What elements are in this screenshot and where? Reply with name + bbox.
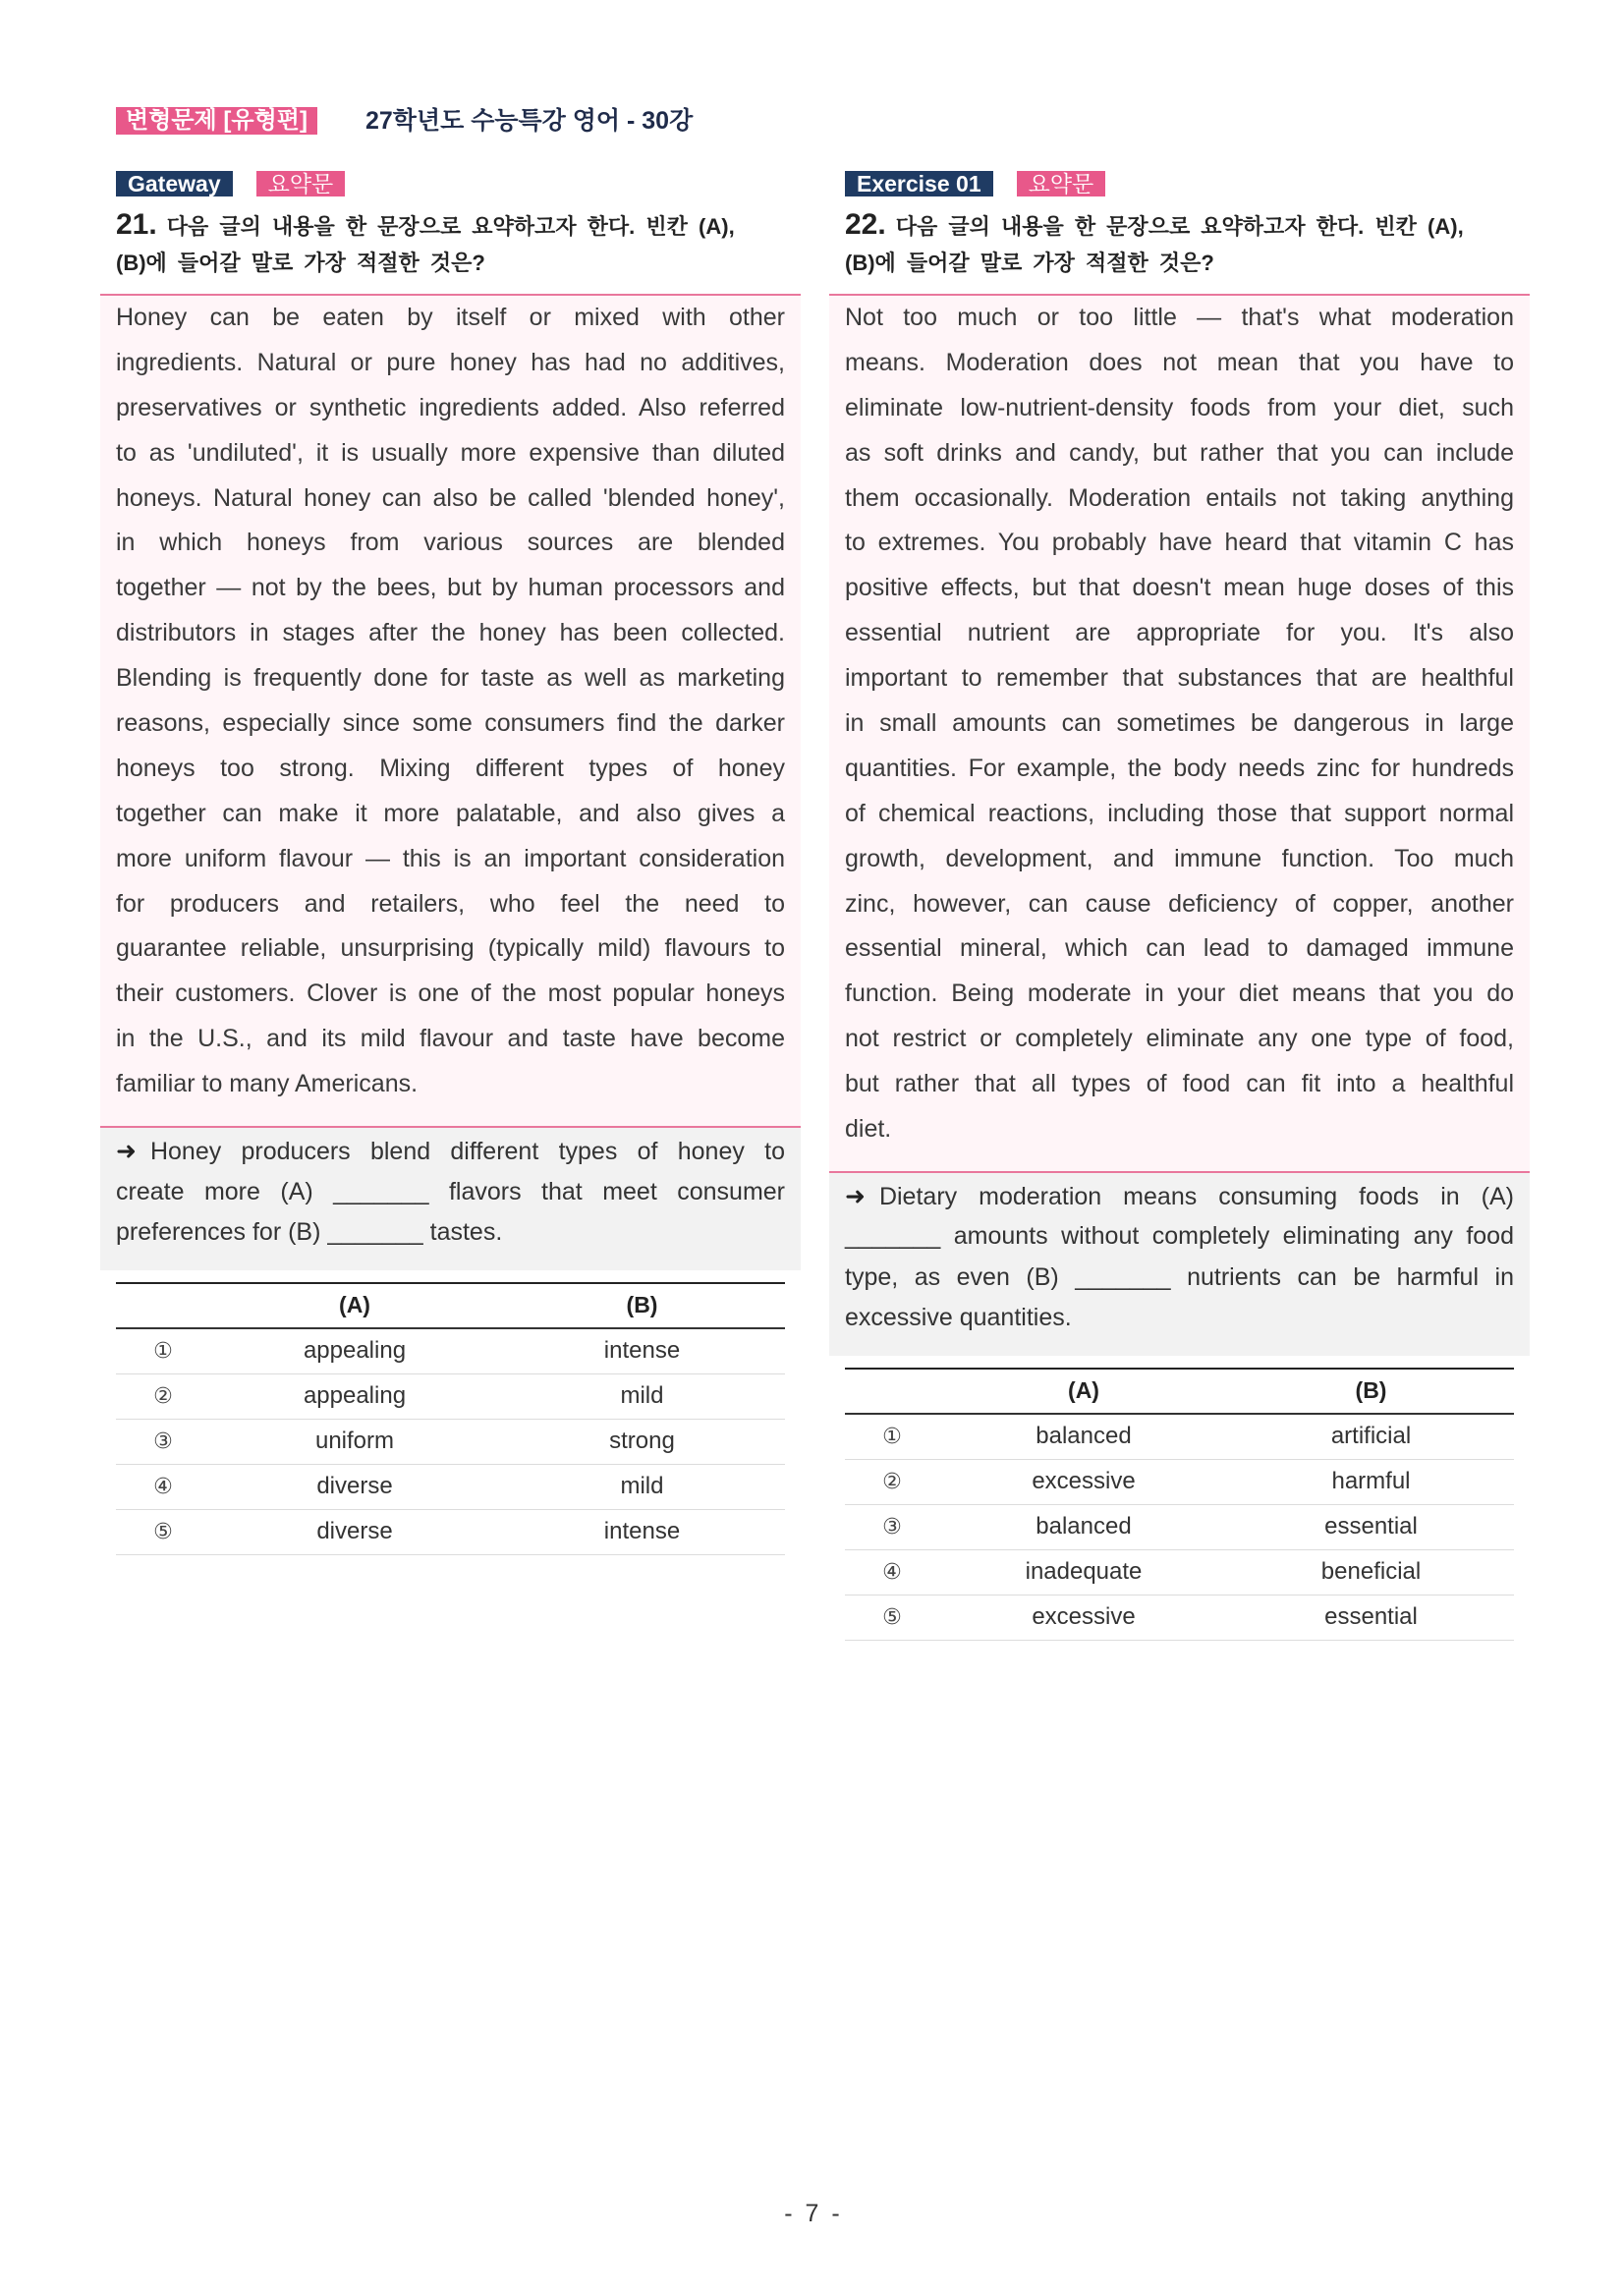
choice-row	[116, 1509, 785, 1554]
answer-choices-table	[116, 1282, 785, 1555]
passage-line: as soft drinks and candy, but rather that you can include	[845, 438, 1514, 467]
choice-row	[845, 1504, 1514, 1549]
choice-row	[845, 1549, 1514, 1595]
passage-line: Honey can be eaten by itself or mixed with other	[116, 304, 785, 331]
choice-a: appealing	[210, 1373, 499, 1419]
choice-b: strong	[499, 1419, 785, 1464]
summary-line	[845, 1176, 1514, 1217]
passage-line: distributors in stages after the honey has been collected.	[116, 619, 785, 647]
summary-box	[829, 1171, 1530, 1356]
choice-number: ①	[116, 1328, 210, 1374]
passage-line: function. Being moderate in your diet means that you do	[845, 980, 1514, 1008]
choice-number: ⑤	[845, 1595, 939, 1640]
summary-box	[100, 1126, 801, 1270]
passage-line: guarantee reliable, unsurprising (typically mild) flavours to	[116, 934, 785, 963]
passage-line: familiar to many Americans.	[116, 1070, 419, 1098]
passage-line: but rather that all types of food can fit into a healthful	[845, 1070, 1514, 1098]
choice-a: excessive	[939, 1459, 1228, 1504]
summary-line	[116, 1212, 785, 1254]
choice-b: harmful	[1228, 1459, 1514, 1504]
choice-number: ③	[845, 1504, 939, 1549]
choices-body	[116, 1328, 785, 1555]
choices-head	[845, 1369, 1514, 1414]
passage-box	[829, 294, 1530, 1171]
choice-b: essential	[1228, 1595, 1514, 1640]
question-instruction: 다음 글의 내용을 한 문장으로 요약하고자 한다. 빈칸 (A),	[166, 214, 735, 239]
section-tag: Exercise 01	[845, 171, 993, 196]
passage-line: growth, development, and immune function. Too much	[845, 844, 1514, 872]
passage-line: more uniform flavour — this is an important consideration	[116, 844, 785, 872]
choice-a: diverse	[210, 1464, 499, 1509]
question-21	[100, 171, 801, 1555]
question-prompt	[100, 208, 801, 281]
passage-line: in small amounts can sometimes be dangerous in large	[845, 709, 1514, 738]
passage-line: for producers and retailers, who feel the need to	[116, 889, 785, 918]
choice-a: balanced	[939, 1414, 1228, 1460]
choices-header-b: (B)	[499, 1283, 785, 1328]
choice-row	[845, 1595, 1514, 1640]
passage-line: ingredients. Natural or pure honey has had no additives,	[116, 348, 785, 376]
choice-number: ③	[116, 1419, 210, 1464]
passage-line: to as 'undiluted', it is usually more expensive than diluted	[116, 438, 785, 467]
choice-number: ②	[845, 1459, 939, 1504]
passage-line: together — not by the bees, but by human processors and	[116, 574, 785, 602]
choice-a: uniform	[210, 1419, 499, 1464]
passage-line: diet.	[845, 1115, 892, 1144]
passage-line: Blending is frequently done for taste as well as marketing	[116, 664, 785, 693]
summary-line	[845, 1216, 1514, 1258]
choice-row	[845, 1414, 1514, 1460]
choice-row	[116, 1464, 785, 1509]
summary-line	[116, 1172, 785, 1213]
passage-line: Not too much or too little — that's what moderation	[845, 304, 1514, 331]
choice-b: mild	[499, 1464, 785, 1509]
choice-row	[116, 1328, 785, 1374]
question-prompt	[829, 208, 1530, 281]
choice-a: appealing	[210, 1328, 499, 1374]
choices-header-b: (B)	[1228, 1369, 1514, 1414]
question-instruction: 다음 글의 내용을 한 문장으로 요약하고자 한다. 빈칸 (A),	[895, 214, 1464, 239]
summary-text: Dietary moderation means consuming foods in (A)	[878, 1182, 1514, 1210]
choices-header-blank	[116, 1283, 210, 1328]
summary-line	[116, 1131, 785, 1172]
question-22	[829, 171, 1530, 1641]
passage-line: honeys. Natural honey can also be called 'blended honey',	[116, 483, 785, 512]
series-badge: 변형문제 [유형편]	[116, 107, 317, 135]
choices-header-row	[845, 1369, 1514, 1414]
question-prompt-line	[116, 245, 785, 281]
passage-line: quantities. For example, the body needs zinc for hundreds	[845, 754, 1514, 782]
passage-line: zinc, however, can cause deficiency of copper, another	[845, 889, 1514, 918]
passage-line: essential nutrient are appropriate for you. It's also	[845, 619, 1514, 647]
choice-b: intense	[499, 1328, 785, 1374]
answer-choices-table	[845, 1368, 1514, 1641]
choice-a: balanced	[939, 1504, 1228, 1549]
page-number: - 7 -	[784, 2200, 840, 2227]
choice-b: artificial	[1228, 1414, 1514, 1460]
question-number: 22.	[845, 208, 886, 241]
passage-line: them occasionally. Moderation entails not taking anything	[845, 483, 1514, 512]
choice-number: ①	[845, 1414, 939, 1460]
choices-head	[116, 1283, 785, 1328]
passage-line: positive effects, but that doesn't mean huge doses of this	[845, 574, 1514, 602]
question-prompt-line	[845, 208, 1514, 245]
choices-header-blank	[845, 1369, 939, 1414]
choice-b: beneficial	[1228, 1549, 1514, 1595]
summary-text: excessive quantities.	[845, 1304, 1072, 1332]
passage-line: important to remember that substances that are healthful	[845, 664, 1514, 693]
passage-line: together can make it more palatable, and also gives a	[116, 799, 785, 827]
choices-header-a: (A)	[210, 1283, 499, 1328]
passage-line: to extremes. You probably have heard that vitamin C has	[845, 529, 1514, 557]
question-instruction: (B)에 들어갈 말로 가장 적절한 것은?	[845, 251, 1214, 275]
summary-line	[845, 1298, 1514, 1339]
choice-b: intense	[499, 1509, 785, 1554]
type-tag: 요약문	[256, 171, 346, 196]
passage-line: honeys too strong. Mixing different types of honey	[116, 754, 785, 782]
choices-header-a: (A)	[939, 1369, 1228, 1414]
question-instruction: (B)에 들어갈 말로 가장 적절한 것은?	[116, 251, 485, 275]
arrow-icon: ➜	[845, 1181, 866, 1210]
choices-body	[845, 1414, 1514, 1641]
arrow-icon: ➜	[116, 1137, 137, 1166]
page-title: 27학년도 수능특강 영어 - 30강	[365, 107, 694, 135]
summary-line	[845, 1258, 1514, 1299]
summary-text: _______ amounts without completely eliminating any food	[845, 1222, 1514, 1251]
question-tags	[829, 171, 1530, 196]
choice-b: essential	[1228, 1504, 1514, 1549]
summary-text: type, as even (B) _______ nutrients can be harmful in	[845, 1262, 1514, 1291]
passage-line: eliminate low-nutrient-density foods from your diet, such	[845, 393, 1514, 421]
question-tags	[100, 171, 801, 196]
choices-header-row	[116, 1283, 785, 1328]
choice-a: inadequate	[939, 1549, 1228, 1595]
passage-box	[100, 294, 801, 1126]
choice-row	[845, 1459, 1514, 1504]
question-prompt-line	[116, 208, 785, 245]
summary-text: preferences for (B) _______ tastes.	[116, 1218, 503, 1247]
summary-text: Honey producers blend different types of honey to	[149, 1138, 785, 1166]
passage-line: of chemical reactions, including those that support normal	[845, 799, 1514, 827]
choice-row	[116, 1373, 785, 1419]
choice-number: ②	[116, 1373, 210, 1419]
section-tag: Gateway	[116, 171, 233, 196]
passage-line: reasons, especially since some consumers find the darker	[116, 709, 785, 738]
passage-line: not restrict or completely eliminate any one type of food,	[845, 1025, 1514, 1053]
choice-number: ④	[845, 1549, 939, 1595]
question-prompt-line	[845, 245, 1514, 281]
type-tag: 요약문	[1017, 171, 1106, 196]
passage-line: preservatives or synthetic ingredients added. Also referred	[116, 393, 785, 421]
passage-line: means. Moderation does not mean that you have to	[845, 348, 1514, 376]
choice-a: diverse	[210, 1509, 499, 1554]
choice-number: ⑤	[116, 1509, 210, 1554]
choice-number: ④	[116, 1464, 210, 1509]
choice-b: mild	[499, 1373, 785, 1419]
question-number: 21.	[116, 208, 157, 241]
passage-line: essential mineral, which can lead to damaged immune	[845, 934, 1514, 963]
choice-row	[116, 1419, 785, 1464]
summary-text: create more (A) _______ flavors that meet consumer	[116, 1177, 785, 1205]
choice-a: excessive	[939, 1595, 1228, 1640]
passage-line: in the U.S., and its mild flavour and taste have become	[116, 1025, 785, 1053]
passage-line: their customers. Clover is one of the most popular honeys	[116, 980, 785, 1008]
passage-line: in which honeys from various sources are blended	[116, 529, 785, 557]
